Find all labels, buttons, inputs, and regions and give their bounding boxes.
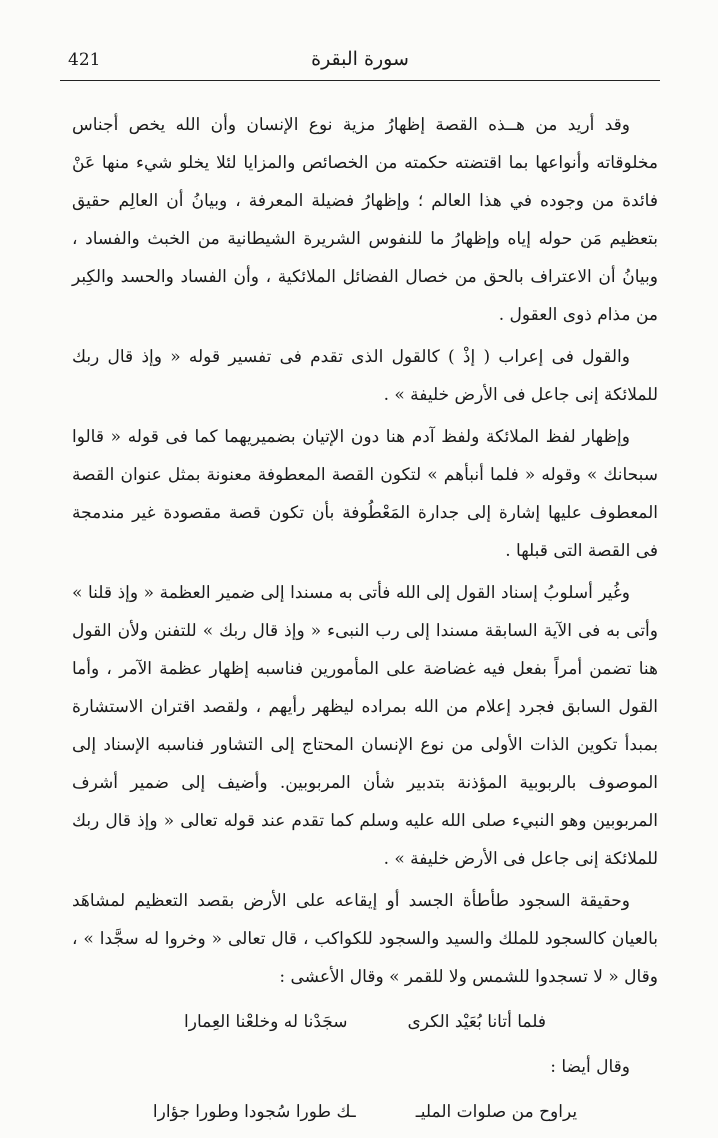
page-header	[60, 46, 660, 81]
verse-2-second-hemistich: ـك طورا سُجودا وطورا جؤارا	[152, 1102, 356, 1122]
poetry-verse-1	[72, 1002, 658, 1042]
verse-2-first-hemistich: يراوح من صلوات المليـ	[415, 1102, 578, 1122]
verse-intro: وقال أيضا :	[550, 1057, 630, 1077]
page-number: 421	[68, 50, 101, 70]
paragraph-explicit-names: وإظهار لفظ الملائكة ولفظ آدم هنا دون الإتيان بضميريهما كما فى قوله « قالوا سبحانك » وقوله « فلما أنبأهم » لتكون القصة المعطوفة معنونة بمثل عنوان القصة المعطوف عليها إشارة إلى جدارة المَعْطُوفة بأن تكون قصة مقصودة غير مندمجة فى القصة التى قبلها .	[72, 427, 658, 561]
verse-1-first-hemistich: فلما أتانا بُعَيْد الكرى	[407, 1012, 546, 1032]
paragraph-sujud-definition: وحقيقة السجود طأطأة الجسد أو إيقاعه على الأرض بقصد التعظيم لمشاهَد بالعيان كالسجود للملك والسيد والسجود للكواكب ، قال تعالى « وخروا له سجَّدا » ، وقال « لا تسجدوا للشمس ولا للقمر » وقال الأعشى :	[72, 891, 658, 987]
paragraph-purpose: وقد أريد من هــذه القصة إظهارُ مزية نوع الإنسان وأن الله يخص أجناس مخلوقاته وأنواعها بما اقتضته حكمته من الخصائص والمزايا لئلا يخلو شيء منها عَنْ فائدة من وجوده في هذا العالم ؛ وإظهارُ فضيلة المعرفة ، وبيانُ أن العالِم حقيق بتعظيم مَن حوله إياه وإظهارُ ما للنفوس الشريرة الشيطانية من الخبث والفساد ، وبيانُ أن الاعتراف بالحق من خصال الفضائل الملائكية ، وأن الفساد والحسد والكِبر من مذام ذوى العقول .	[72, 115, 658, 325]
poetry-verse-2	[72, 1092, 658, 1132]
paragraph-style-change: وغُير أسلوبُ إسناد القول إلى الله فأتى به مسندا إلى ضمير العظمة « وإذ قلنا » وأتى به فى الآية السابقة مسندا إلى رب النبىء « وإذ قال ربك » للتفنن ولأن القول هنا تضمن أمراً بفعل فيه غضاضة على المأمورين فناسبه إظهار عظمة الآمر ، وأما القول السابق فجرد إعلام من الله بمراده ليظهر رأيهم ، ولقصد اقتران الاستشارة بمبدأ تكوين الذات الأولى من نوع الإنسان المحتاج إلى التشاور فناسبه الإسناد إلى الموصوف بالربوبية المؤذنة بتدبير شأن المربوبين. وأضيف إلى ضمير أشرف المربوبين وهو النبيء صلى الله عليه وسلم كما تقدم عند قوله تعالى « وإذ قال ربك للملائكة إنى جاعل فى الأرض خليفة » .	[72, 583, 658, 869]
paragraph-idh-parsing: والقول فى إعراب ( إذْ ) كالقول الذى تقدم فى تفسير قوله « وإذ قال ربك للملائكة إنى جاعل فى الأرض خليفة » .	[72, 347, 658, 405]
verse-1-second-hemistich: سجَدْنا له وخلعْنا العِمارا	[184, 1012, 348, 1032]
surah-title: سورة البقرة	[311, 48, 409, 70]
page-body	[72, 106, 658, 1138]
